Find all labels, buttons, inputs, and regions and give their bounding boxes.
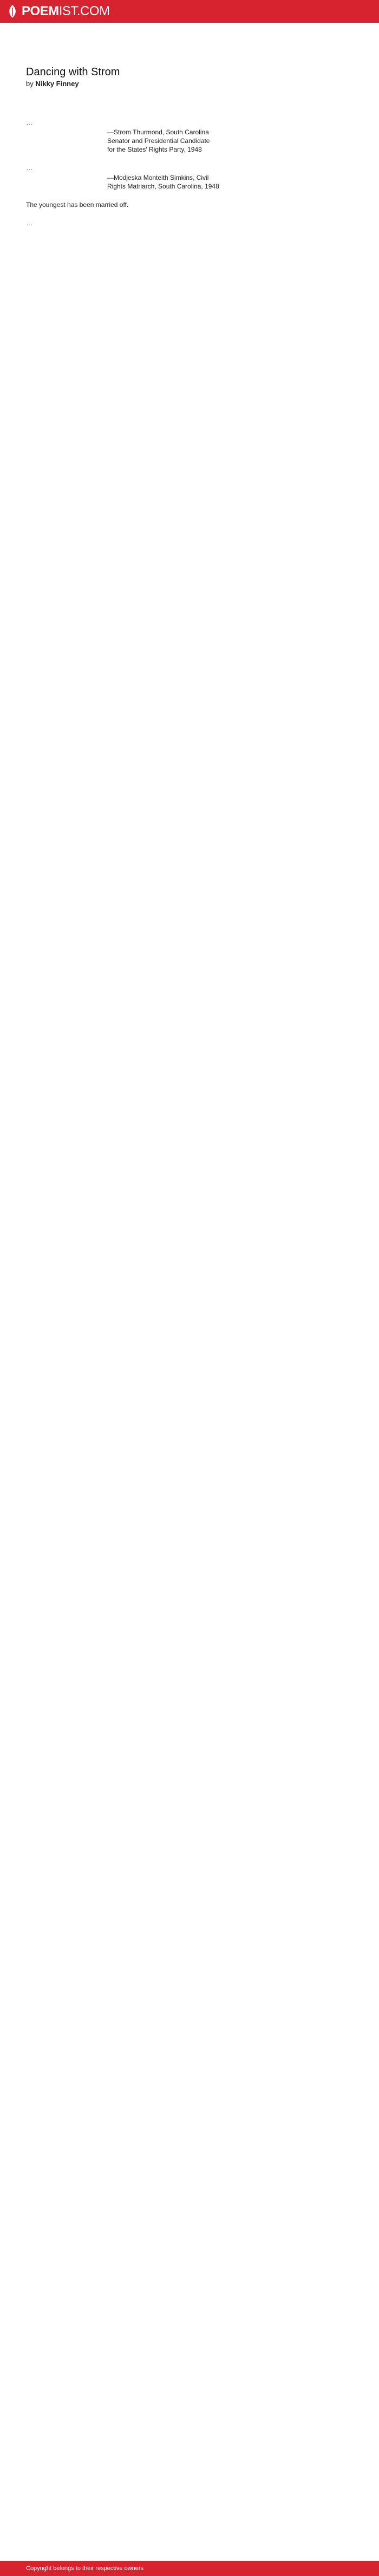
poem-container [0,23,336,227]
epigraph-attribution: for the States' Rights Party, 1948 [107,146,202,153]
poem-stanza: The youngest has been married off. [26,201,129,209]
poem-title: Dancing with Strom [26,66,120,78]
author-link[interactable]: Nikky Finney [35,80,79,88]
epigraph-attribution: Rights Matriarch, South Carolina, 1948 [107,183,219,190]
site-logo[interactable]: POEMIST.COM [22,4,110,18]
quill-logo-icon[interactable] [6,4,18,18]
site-header [0,0,379,23]
poem-stanza: … [26,219,32,227]
epigraph-2 [26,164,336,191]
epigraph-attribution: —Strom Thurmond, South Carolina [107,128,209,136]
poem-byline [26,80,336,88]
epigraph-attribution: Senator and Presidential Candidate [107,137,210,145]
epigraph-attribution: —Modjeska Monteith Simkins, Civil [107,174,209,181]
epigraph-quote: … [26,119,32,126]
epigraph-quote: … [26,164,32,172]
epigraph-1 [26,118,336,154]
copyright-notice: Copyright belongs to their respective owners [26,2565,144,2572]
byline-prefix: by [26,80,34,88]
site-footer [0,2561,379,2576]
